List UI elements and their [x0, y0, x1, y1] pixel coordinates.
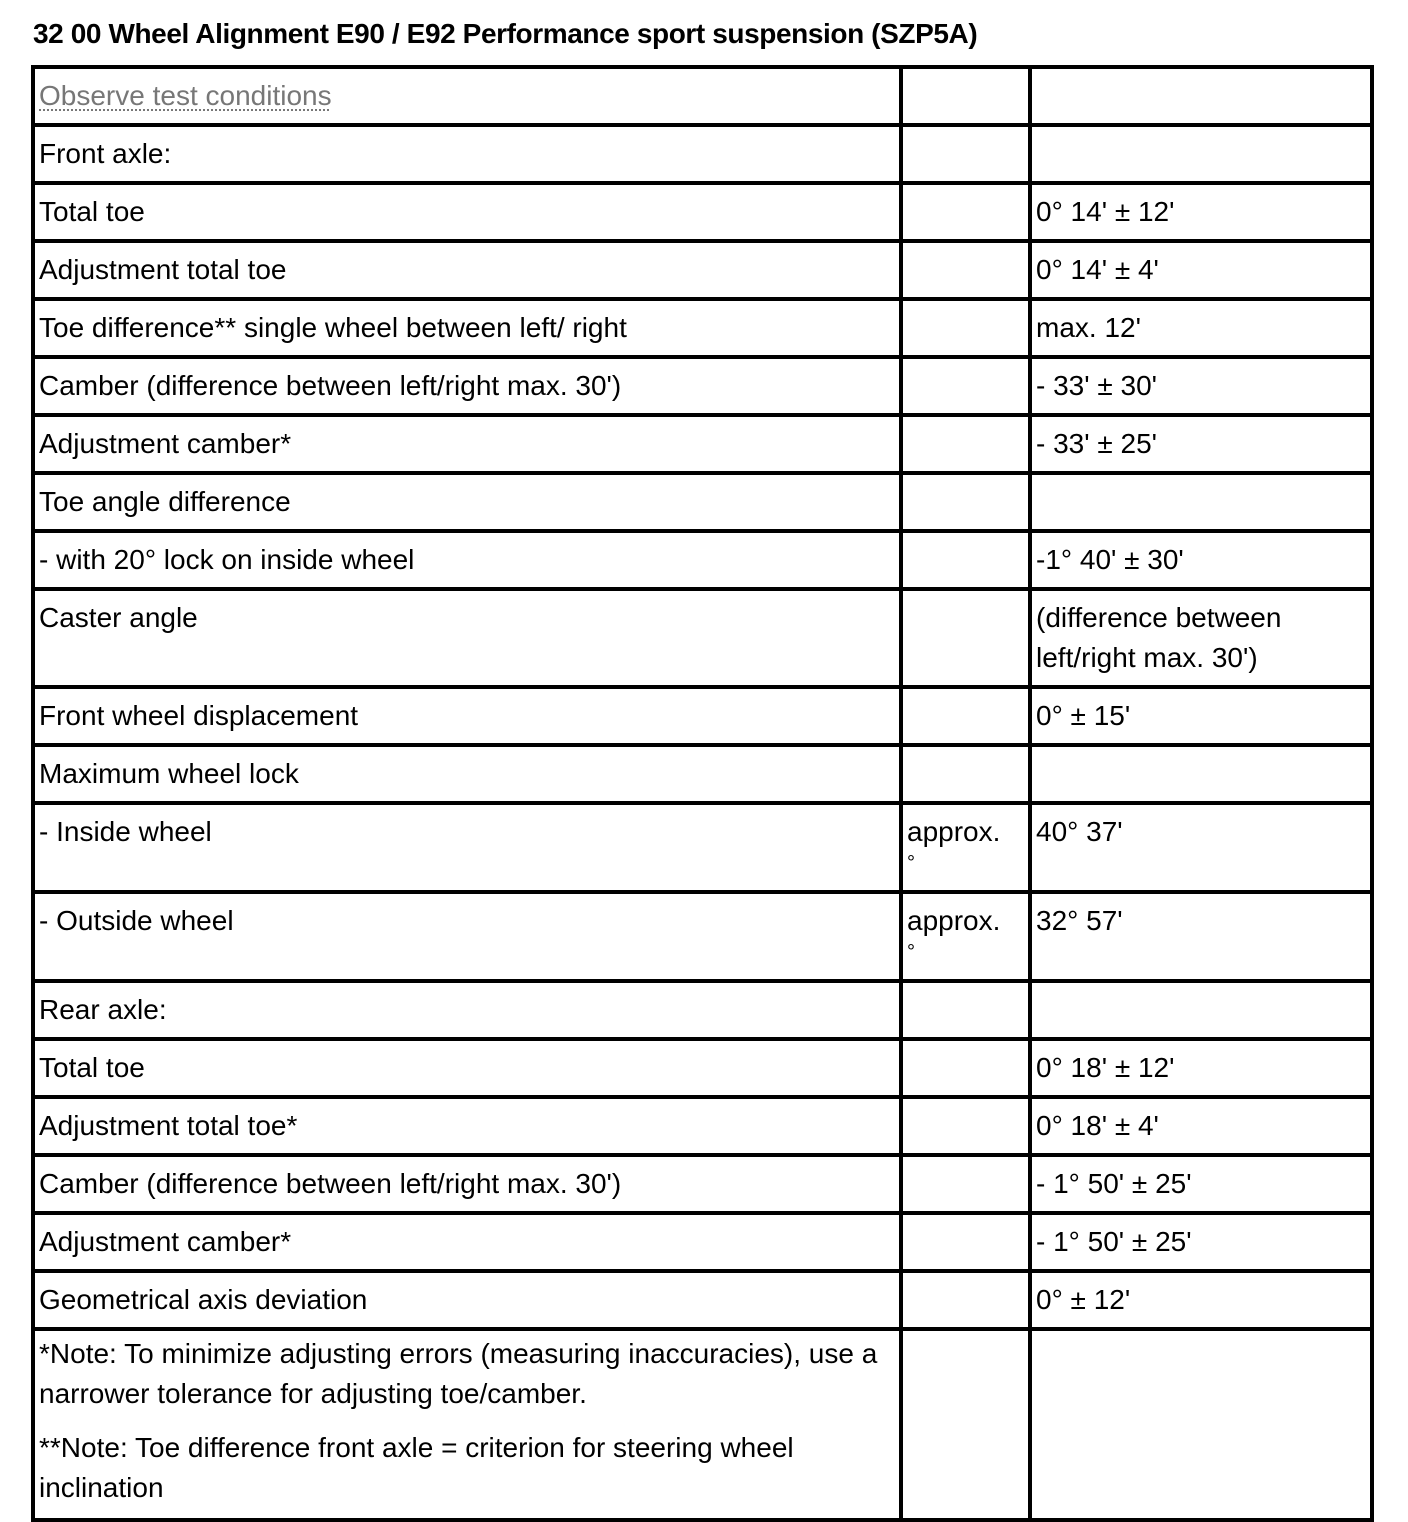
cell-value [1030, 67, 1372, 125]
cell-value: - 1° 50' ± 25' [1030, 1155, 1372, 1213]
cell-value: 0° 14' ± 4' [1030, 241, 1372, 299]
cell-value: -1° 40' ± 30' [1030, 531, 1372, 589]
cell-value: - 33' ± 25' [1030, 415, 1372, 473]
page-title: 32 00 Wheel Alignment E90 / E92 Performance sport suspension (SZP5A) [33, 18, 978, 49]
table-row [33, 1271, 1372, 1329]
table-row [33, 531, 1372, 589]
table-row [33, 183, 1372, 241]
cell-label [33, 67, 901, 125]
cell-mid [901, 1097, 1030, 1155]
cell-label: Total toe [33, 183, 901, 241]
table-row [33, 473, 1372, 531]
table-row [33, 687, 1372, 745]
cell-mid [901, 892, 1030, 981]
note-adjusting-tolerance: *Note: To minimize adjusting errors (measuring inaccuracies), use a narrower tolerance for adjusting toe/camber. [39, 1338, 878, 1409]
cell-value: (difference between left/right max. 30') [1030, 589, 1372, 687]
wheel-alignment-table [31, 65, 1374, 1522]
degree-unit: ° [907, 941, 915, 963]
table-row [33, 357, 1372, 415]
cell-label: Maximum wheel lock [33, 745, 901, 803]
cell-mid [901, 1329, 1030, 1520]
cell-value [1030, 125, 1372, 183]
cell-label: Adjustment total toe [33, 241, 901, 299]
cell-mid [901, 1039, 1030, 1097]
table-row [33, 981, 1372, 1039]
cell-mid [901, 981, 1030, 1039]
cell-label: - Inside wheel [33, 803, 901, 892]
table-row [33, 415, 1372, 473]
cell-mid [901, 473, 1030, 531]
cell-label: Caster angle [33, 589, 901, 687]
cell-mid [901, 357, 1030, 415]
cell-mid [901, 1155, 1030, 1213]
cell-notes [33, 1329, 901, 1520]
cell-mid [901, 589, 1030, 687]
cell-mid [901, 67, 1030, 125]
table-row [33, 745, 1372, 803]
cell-mid [901, 531, 1030, 589]
cell-label: - with 20° lock on inside wheel [33, 531, 901, 589]
table-row [33, 589, 1372, 687]
cell-label: Total toe [33, 1039, 901, 1097]
approx-text: approx. [907, 816, 1001, 847]
cell-label: Front wheel displacement [33, 687, 901, 745]
cell-label: Rear axle: [33, 981, 901, 1039]
cell-value: max. 12' [1030, 299, 1372, 357]
table-row [33, 1155, 1372, 1213]
cell-mid [901, 125, 1030, 183]
cell-mid [901, 183, 1030, 241]
cell-mid [901, 299, 1030, 357]
cell-label: Camber (difference between left/right max. 30') [33, 357, 901, 415]
table-row [33, 803, 1372, 892]
observe-test-conditions-link[interactable]: Observe test conditions [39, 80, 332, 111]
table-row [33, 892, 1372, 981]
cell-value: 0° ± 12' [1030, 1271, 1372, 1329]
cell-label: Camber (difference between left/right max. 30') [33, 1155, 901, 1213]
cell-label: Adjustment camber* [33, 415, 901, 473]
cell-mid [901, 1271, 1030, 1329]
cell-mid [901, 241, 1030, 299]
cell-value: 0° 18' ± 12' [1030, 1039, 1372, 1097]
table-row [33, 241, 1372, 299]
cell-value: 0° 14' ± 12' [1030, 183, 1372, 241]
cell-label: Toe difference** single wheel between left/ right [33, 299, 901, 357]
table-row [33, 1097, 1372, 1155]
approx-text: approx. [907, 905, 1001, 936]
table-row [33, 1213, 1372, 1271]
cell-value [1030, 1329, 1372, 1520]
cell-value: - 33' ± 30' [1030, 357, 1372, 415]
cell-label: Adjustment camber* [33, 1213, 901, 1271]
notes-row [33, 1329, 1372, 1520]
cell-mid [901, 415, 1030, 473]
cell-mid [901, 687, 1030, 745]
cell-value: - 1° 50' ± 25' [1030, 1213, 1372, 1271]
cell-value: 32° 57' [1030, 892, 1372, 981]
cell-mid [901, 745, 1030, 803]
cell-mid [901, 803, 1030, 892]
table-row [33, 67, 1372, 125]
note-toe-difference: **Note: Toe difference front axle = criterion for steering wheel inclination [39, 1432, 794, 1503]
cell-value [1030, 981, 1372, 1039]
cell-value: 40° 37' [1030, 803, 1372, 892]
cell-label: Adjustment total toe* [33, 1097, 901, 1155]
table-row [33, 1039, 1372, 1097]
cell-value [1030, 473, 1372, 531]
table-row [33, 299, 1372, 357]
cell-label: Toe angle difference [33, 473, 901, 531]
cell-value [1030, 745, 1372, 803]
cell-label: Front axle: [33, 125, 901, 183]
table-row [33, 125, 1372, 183]
cell-mid [901, 1213, 1030, 1271]
degree-unit: ° [907, 852, 915, 874]
cell-value: 0° 18' ± 4' [1030, 1097, 1372, 1155]
cell-label: Geometrical axis deviation [33, 1271, 901, 1329]
cell-label: - Outside wheel [33, 892, 901, 981]
cell-value: 0° ± 15' [1030, 687, 1372, 745]
